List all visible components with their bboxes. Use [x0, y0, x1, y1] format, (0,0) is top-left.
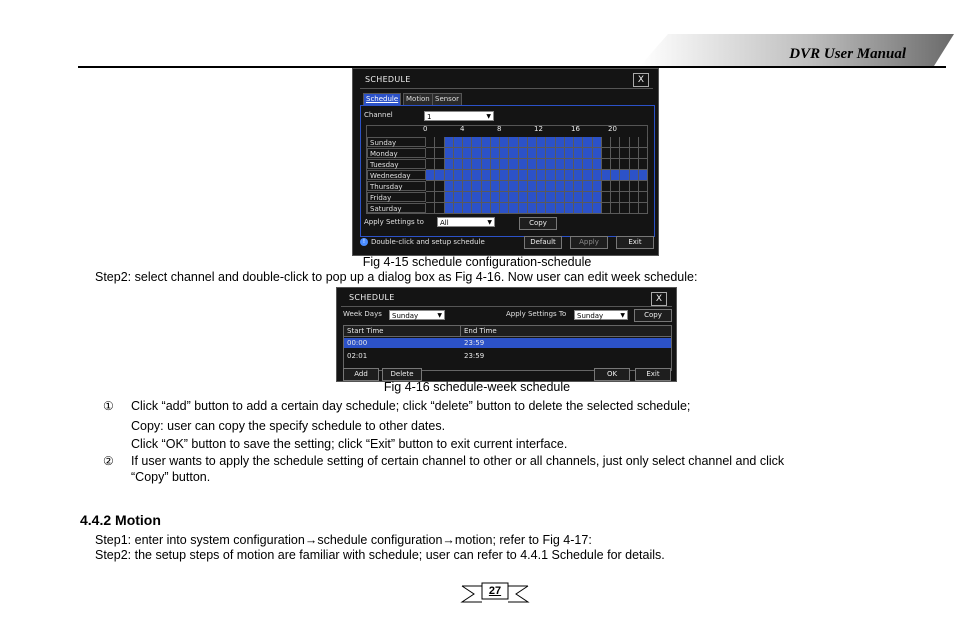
- schedule-slot[interactable]: [602, 159, 611, 170]
- hint-text: Double-click and setup schedule: [371, 238, 485, 246]
- chevron-down-icon: ▼: [620, 312, 625, 319]
- note-line-2: Copy: user can copy the specify schedule to other dates.: [131, 419, 446, 433]
- day-label-saturday: Saturday: [367, 203, 426, 213]
- schedule-slot[interactable]: [602, 137, 611, 148]
- schedule-slot[interactable]: [546, 192, 555, 203]
- schedule-slot[interactable]: [583, 148, 592, 159]
- schedule-slot[interactable]: [463, 170, 472, 181]
- section-heading: 4.4.2 Motion: [80, 512, 161, 528]
- schedule-slot[interactable]: [546, 170, 555, 181]
- schedule-slot[interactable]: [454, 148, 463, 159]
- table-header: [344, 326, 671, 337]
- schedule-slot[interactable]: [620, 159, 629, 170]
- schedule-slot[interactable]: [463, 159, 472, 170]
- schedule-slot[interactable]: [435, 203, 444, 214]
- chevron-down-icon: ▼: [487, 219, 492, 226]
- schedule-slot[interactable]: [574, 137, 583, 148]
- start-time-cell: 00:00: [347, 339, 368, 347]
- schedule-slot[interactable]: [454, 170, 463, 181]
- dialog-title: SCHEDULE: [365, 75, 411, 84]
- note-line-4: If user wants to apply the schedule setting of certain channel to other or all channels, just only select channel and click: [131, 454, 785, 468]
- default-button[interactable]: Default: [524, 236, 562, 249]
- hour-tick-label: 20: [608, 125, 617, 133]
- chevron-down-icon: ▼: [437, 312, 442, 319]
- schedule-slot[interactable]: [620, 170, 629, 181]
- schedule-slot[interactable]: [583, 159, 592, 170]
- schedule-slot[interactable]: [445, 170, 454, 181]
- manual-title: DVR User Manual: [789, 46, 906, 62]
- chevron-down-icon: ▼: [486, 113, 491, 120]
- week-days-label: Week Days: [343, 310, 382, 318]
- schedule-slot[interactable]: [472, 148, 481, 159]
- schedule-slot[interactable]: [556, 170, 565, 181]
- table-row[interactable]: [344, 351, 671, 361]
- schedule-slot[interactable]: [509, 192, 518, 203]
- schedule-slot[interactable]: [454, 159, 463, 170]
- schedule-slot[interactable]: [630, 170, 639, 181]
- ok-button[interactable]: OK: [594, 368, 630, 381]
- week-days-value: Sunday: [392, 312, 419, 320]
- schedule-slot[interactable]: [593, 192, 602, 203]
- schedule-slot[interactable]: [593, 137, 602, 148]
- title-divider: [360, 88, 653, 89]
- schedule-slot[interactable]: [565, 148, 574, 159]
- schedule-grid[interactable]: [366, 125, 648, 214]
- schedule-slot[interactable]: [472, 203, 481, 214]
- close-icon[interactable]: X: [651, 292, 667, 306]
- start-time-cell: 02:01: [347, 352, 368, 360]
- apply-settings-to-value: Sunday: [577, 312, 604, 320]
- schedule-slot[interactable]: [426, 203, 435, 214]
- schedule-slot[interactable]: [445, 137, 454, 148]
- schedule-slot[interactable]: [574, 148, 583, 159]
- table-row[interactable]: [344, 338, 671, 348]
- schedule-slot[interactable]: [602, 181, 611, 192]
- note-marker-1: ①: [103, 399, 114, 413]
- schedule-slot[interactable]: [574, 170, 583, 181]
- section-step1: Step1: enter into system configuration→schedule configuration→motion; refer to Fig 4-17:: [95, 533, 592, 547]
- add-button[interactable]: Add: [343, 368, 379, 381]
- schedule-slot[interactable]: [482, 148, 491, 159]
- schedule-slot[interactable]: [509, 148, 518, 159]
- schedule-slot[interactable]: [583, 181, 592, 192]
- schedule-slot[interactable]: [537, 181, 546, 192]
- schedule-slot[interactable]: [463, 181, 472, 192]
- schedule-slot[interactable]: [509, 170, 518, 181]
- schedule-slot[interactable]: [630, 203, 639, 214]
- schedule-slot[interactable]: [491, 192, 500, 203]
- schedule-slot[interactable]: [630, 137, 639, 148]
- schedule-slot[interactable]: [519, 148, 528, 159]
- schedule-slot[interactable]: [519, 203, 528, 214]
- schedule-slot[interactable]: [426, 137, 435, 148]
- channel-value: 1: [427, 113, 432, 121]
- time-table: [343, 325, 672, 371]
- schedule-slot[interactable]: [620, 148, 629, 159]
- dialog-title: SCHEDULE: [349, 293, 395, 302]
- schedule-slot[interactable]: [565, 137, 574, 148]
- schedule-slot[interactable]: [472, 137, 481, 148]
- info-icon: !: [360, 238, 368, 246]
- schedule-slot[interactable]: [500, 137, 509, 148]
- schedule-slot[interactable]: [639, 148, 648, 159]
- schedule-slot[interactable]: [509, 137, 518, 148]
- schedule-slot[interactable]: [482, 159, 491, 170]
- schedule-slot[interactable]: [537, 170, 546, 181]
- delete-button[interactable]: Delete: [382, 368, 422, 381]
- week-days-select[interactable]: [389, 310, 445, 320]
- schedule-slot[interactable]: [472, 170, 481, 181]
- apply-settings-value: All: [440, 219, 449, 227]
- schedule-slot[interactable]: [519, 192, 528, 203]
- schedule-slot[interactable]: [611, 192, 620, 203]
- figure-caption-4-16: Fig 4-16 schedule-week schedule: [383, 380, 571, 394]
- schedule-slot[interactable]: [463, 148, 472, 159]
- schedule-slot[interactable]: [491, 170, 500, 181]
- schedule-slot[interactable]: [565, 170, 574, 181]
- schedule-slot[interactable]: [583, 192, 592, 203]
- tab-sensor[interactable]: Sensor: [432, 93, 462, 106]
- schedule-slot[interactable]: [639, 181, 648, 192]
- schedule-slot[interactable]: [556, 203, 565, 214]
- schedule-slot[interactable]: [611, 137, 620, 148]
- schedule-slot[interactable]: [602, 148, 611, 159]
- schedule-slot[interactable]: [500, 192, 509, 203]
- schedule-slot[interactable]: [639, 203, 648, 214]
- section-step2: Step2: the setup steps of motion are familiar with schedule; user can refer to 4.4.1 Schedule for details.: [95, 548, 665, 562]
- schedule-slot[interactable]: [435, 181, 444, 192]
- tab-schedule[interactable]: Schedule: [363, 93, 401, 106]
- schedule-slot[interactable]: [528, 159, 537, 170]
- schedule-slot[interactable]: [639, 170, 648, 181]
- schedule-slot[interactable]: [537, 203, 546, 214]
- schedule-slot[interactable]: [426, 170, 435, 181]
- schedule-slot[interactable]: [426, 192, 435, 203]
- exit-button[interactable]: Exit: [616, 236, 654, 249]
- note-line-5: “Copy” button.: [131, 470, 211, 484]
- schedule-slot[interactable]: [463, 137, 472, 148]
- schedule-slot[interactable]: [611, 170, 620, 181]
- schedule-slot[interactable]: [556, 181, 565, 192]
- schedule-slot[interactable]: [445, 148, 454, 159]
- schedule-slot[interactable]: [500, 148, 509, 159]
- schedule-slot[interactable]: [620, 192, 629, 203]
- channel-label: Channel: [364, 111, 393, 119]
- schedule-slot[interactable]: [445, 203, 454, 214]
- channel-select[interactable]: [424, 111, 494, 121]
- schedule-slot[interactable]: [537, 148, 546, 159]
- schedule-slot[interactable]: [611, 148, 620, 159]
- schedule-slot[interactable]: [546, 203, 555, 214]
- schedule-slot[interactable]: [574, 203, 583, 214]
- schedule-slot[interactable]: [482, 170, 491, 181]
- schedule-slot[interactable]: [500, 203, 509, 214]
- schedule-slot[interactable]: [500, 181, 509, 192]
- schedule-slot[interactable]: [583, 137, 592, 148]
- schedule-slot[interactable]: [556, 192, 565, 203]
- apply-settings-to-select[interactable]: [574, 310, 628, 320]
- schedule-slot[interactable]: [519, 181, 528, 192]
- day-label-thursday: Thursday: [367, 181, 426, 191]
- schedule-slot[interactable]: [435, 137, 444, 148]
- hour-tick-label: 0: [423, 125, 428, 133]
- day-label-friday: Friday: [367, 192, 426, 202]
- schedule-slot[interactable]: [611, 203, 620, 214]
- day-label-tuesday: Tuesday: [367, 159, 426, 169]
- schedule-slot[interactable]: [472, 159, 481, 170]
- schedule-slot[interactable]: [602, 192, 611, 203]
- schedule-slot[interactable]: [556, 148, 565, 159]
- schedule-slot[interactable]: [611, 181, 620, 192]
- schedule-slot[interactable]: [602, 203, 611, 214]
- schedule-slot[interactable]: [463, 203, 472, 214]
- schedule-slot[interactable]: [454, 181, 463, 192]
- day-label-monday: Monday: [367, 148, 426, 158]
- schedule-slot[interactable]: [491, 159, 500, 170]
- schedule-slot[interactable]: [528, 203, 537, 214]
- schedule-slot[interactable]: [630, 192, 639, 203]
- schedule-slot[interactable]: [639, 137, 648, 148]
- schedule-slot[interactable]: [500, 159, 509, 170]
- schedule-slot[interactable]: [482, 192, 491, 203]
- note-line-1: Click “add” button to add a certain day schedule; click “delete” button to delete the selected schedule;: [131, 399, 691, 413]
- hour-tick-label: 8: [497, 125, 502, 133]
- schedule-slot[interactable]: [445, 181, 454, 192]
- hour-tick-label: 12: [534, 125, 543, 133]
- end-time-cell: 23:59: [464, 352, 485, 360]
- schedule-slot[interactable]: [491, 137, 500, 148]
- schedule-slot[interactable]: [583, 170, 592, 181]
- schedule-slot[interactable]: [519, 170, 528, 181]
- schedule-slot[interactable]: [482, 181, 491, 192]
- schedule-slot[interactable]: [556, 159, 565, 170]
- page-number-badge: [460, 582, 530, 606]
- schedule-slot[interactable]: [556, 137, 565, 148]
- schedule-slot[interactable]: [528, 170, 537, 181]
- schedule-slot[interactable]: [620, 181, 629, 192]
- schedule-slot[interactable]: [445, 159, 454, 170]
- schedule-slot[interactable]: [491, 181, 500, 192]
- schedule-slot[interactable]: [435, 148, 444, 159]
- schedule-slot[interactable]: [537, 159, 546, 170]
- schedule-slot[interactable]: [574, 159, 583, 170]
- schedule-slot[interactable]: [574, 181, 583, 192]
- schedule-slot[interactable]: [593, 170, 602, 181]
- hour-tick-label: 16: [571, 125, 580, 133]
- schedule-slot[interactable]: [565, 192, 574, 203]
- schedule-slot[interactable]: [574, 192, 583, 203]
- note-line-3: Click “OK” button to save the setting; click “Exit” button to exit current interface.: [131, 437, 568, 451]
- schedule-slot[interactable]: [454, 203, 463, 214]
- figure-caption-4-15: Fig 4-15 schedule configuration-schedule: [362, 255, 592, 269]
- schedule-slot[interactable]: [500, 170, 509, 181]
- schedule-slot[interactable]: [593, 148, 602, 159]
- schedule-slot[interactable]: [546, 137, 555, 148]
- apply-settings-to-label: Apply Settings To: [506, 310, 567, 318]
- schedule-slot[interactable]: [630, 159, 639, 170]
- schedule-slot[interactable]: [593, 159, 602, 170]
- schedule-slot[interactable]: [519, 159, 528, 170]
- schedule-slot[interactable]: [445, 192, 454, 203]
- week-schedule-dialog: [336, 287, 677, 382]
- schedule-slot[interactable]: [482, 137, 491, 148]
- schedule-slot[interactable]: [583, 203, 592, 214]
- schedule-slot[interactable]: [565, 181, 574, 192]
- apply-settings-select[interactable]: [437, 217, 495, 227]
- schedule-slot[interactable]: [519, 137, 528, 148]
- schedule-slot[interactable]: [426, 159, 435, 170]
- schedule-slot[interactable]: [639, 192, 648, 203]
- schedule-slot[interactable]: [620, 137, 629, 148]
- page-number: 27: [488, 585, 502, 597]
- schedule-slot[interactable]: [528, 181, 537, 192]
- schedule-slot[interactable]: [630, 148, 639, 159]
- step2-text: Step2: select channel and double-click to pop up a dialog box as Fig 4-16. Now user can edit week schedule:: [95, 270, 698, 284]
- schedule-slot[interactable]: [528, 137, 537, 148]
- copy-button[interactable]: Copy: [634, 309, 672, 322]
- schedule-slot[interactable]: [565, 203, 574, 214]
- apply-button[interactable]: Apply: [570, 236, 608, 249]
- schedule-slot[interactable]: [472, 192, 481, 203]
- schedule-slot[interactable]: [435, 170, 444, 181]
- day-label-wednesday: Wednesday: [367, 170, 426, 180]
- schedule-slot[interactable]: [611, 159, 620, 170]
- tab-motion[interactable]: Motion: [403, 93, 433, 106]
- schedule-slot[interactable]: [593, 203, 602, 214]
- schedule-slot[interactable]: [546, 148, 555, 159]
- schedule-slot[interactable]: [509, 203, 518, 214]
- schedule-slot[interactable]: [620, 203, 629, 214]
- schedule-slot[interactable]: [463, 192, 472, 203]
- column-header-end: End Time: [464, 327, 497, 335]
- schedule-slot[interactable]: [454, 192, 463, 203]
- note-marker-2: ②: [103, 454, 114, 468]
- hour-tick-label: 4: [460, 125, 465, 133]
- schedule-slot[interactable]: [546, 159, 555, 170]
- schedule-slot[interactable]: [509, 159, 518, 170]
- schedule-slot[interactable]: [546, 181, 555, 192]
- schedule-slot[interactable]: [537, 192, 546, 203]
- copy-button[interactable]: Copy: [519, 217, 557, 230]
- schedule-slot[interactable]: [630, 181, 639, 192]
- schedule-slot[interactable]: [537, 137, 546, 148]
- schedule-slot[interactable]: [639, 159, 648, 170]
- apply-settings-label: Apply Settings to: [364, 218, 424, 226]
- schedule-slot[interactable]: [426, 181, 435, 192]
- schedule-slot[interactable]: [454, 137, 463, 148]
- schedule-slot[interactable]: [435, 159, 444, 170]
- schedule-slot[interactable]: [528, 192, 537, 203]
- schedule-dialog: [352, 68, 659, 256]
- schedule-slot[interactable]: [472, 181, 481, 192]
- schedule-slot[interactable]: [593, 181, 602, 192]
- schedule-slot[interactable]: [491, 148, 500, 159]
- end-time-cell: 23:59: [464, 339, 485, 347]
- schedule-slot[interactable]: [528, 148, 537, 159]
- schedule-slot[interactable]: [491, 203, 500, 214]
- schedule-slot[interactable]: [509, 181, 518, 192]
- schedule-slot[interactable]: [482, 203, 491, 214]
- exit-button[interactable]: Exit: [635, 368, 671, 381]
- schedule-slot[interactable]: [602, 170, 611, 181]
- close-icon[interactable]: X: [633, 73, 649, 87]
- title-divider: [341, 306, 672, 307]
- schedule-slot[interactable]: [565, 159, 574, 170]
- schedule-slot[interactable]: [435, 192, 444, 203]
- column-header-start: Start Time: [344, 326, 461, 336]
- schedule-slot[interactable]: [426, 148, 435, 159]
- day-label-sunday: Sunday: [367, 137, 426, 147]
